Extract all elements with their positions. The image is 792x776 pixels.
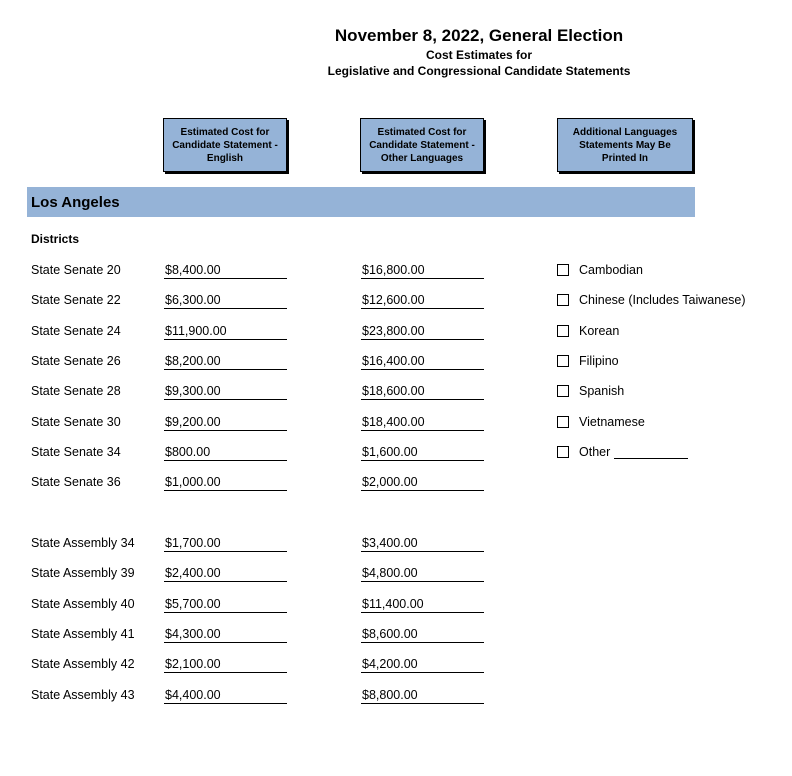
- table-row: [0, 324, 792, 344]
- language-label: Other: [579, 444, 611, 459]
- language-label: Filipino: [579, 353, 619, 368]
- other-languages-cost: $1,600.00: [361, 445, 484, 461]
- english-cost: $2,400.00: [164, 566, 287, 582]
- language-label: Vietnamese: [579, 414, 645, 429]
- language-label: Spanish: [579, 384, 625, 399]
- english-cost: $11,900.00: [164, 324, 287, 340]
- checkbox[interactable]: [557, 264, 569, 276]
- district-name: State Assembly 40: [31, 596, 135, 611]
- other-language-blank[interactable]: [614, 445, 688, 459]
- english-cost: $1,700.00: [164, 536, 287, 552]
- column-header-english: Estimated Cost for Candidate Statement - English: [163, 118, 287, 172]
- district-name: State Senate 34: [31, 444, 121, 459]
- table-row: [0, 415, 792, 435]
- district-name: State Senate 36: [31, 475, 121, 490]
- page-title: November 8, 2022, General Election: [334, 26, 624, 45]
- district-name: State Senate 26: [31, 353, 121, 368]
- district-name: State Assembly 43: [31, 687, 135, 702]
- checkbox[interactable]: [557, 325, 569, 337]
- language-label: Cambodian: [579, 263, 643, 277]
- other-languages-cost: $23,800.00: [361, 324, 484, 340]
- other-languages-cost: $18,600.00: [361, 384, 484, 400]
- district-name: State Assembly 42: [31, 657, 135, 672]
- table-row: [0, 354, 792, 374]
- english-cost: $2,100.00: [164, 657, 287, 673]
- page-subtitle: Cost Estimates for: [425, 48, 533, 62]
- checkbox[interactable]: [557, 294, 569, 306]
- county-name: Los Angeles: [31, 194, 120, 211]
- english-cost: $1,000.00: [164, 475, 287, 491]
- other-languages-cost: $16,800.00: [361, 263, 484, 279]
- english-cost: $9,300.00: [164, 384, 287, 400]
- english-cost: $4,400.00: [164, 688, 287, 704]
- district-name: State Assembly 39: [31, 566, 135, 581]
- other-languages-cost: $11,400.00: [361, 597, 484, 613]
- column-header-other-languages: Estimated Cost for Candidate Statement - Other Languages: [360, 118, 484, 172]
- page-subtitle-2: Legislative and Congressional Candidate Statements: [327, 64, 631, 78]
- table-row: [0, 657, 792, 677]
- district-name: State Senate 28: [31, 384, 121, 399]
- district-name: State Senate 24: [31, 323, 121, 338]
- other-languages-cost: $8,800.00: [361, 688, 484, 704]
- district-name: State Assembly 34: [31, 536, 135, 550]
- english-cost: $8,200.00: [164, 354, 287, 370]
- table-row: [0, 566, 792, 586]
- english-cost: $5,700.00: [164, 597, 287, 613]
- other-languages-cost: $18,400.00: [361, 415, 484, 431]
- county-header: [27, 187, 695, 217]
- district-name: State Assembly 41: [31, 626, 135, 641]
- english-cost: $8,400.00: [164, 263, 287, 279]
- other-languages-cost: $8,600.00: [361, 627, 484, 643]
- english-cost: $800.00: [164, 445, 287, 461]
- language-label: Chinese (Includes Taiwanese): [579, 293, 746, 308]
- other-languages-cost: $2,000.00: [361, 475, 484, 491]
- table-row: [0, 536, 792, 556]
- district-name: State Senate 20: [31, 263, 121, 277]
- other-languages-cost: $3,400.00: [361, 536, 484, 552]
- table-row: [0, 597, 792, 617]
- other-languages-cost: $16,400.00: [361, 354, 484, 370]
- checkbox[interactable]: [557, 385, 569, 397]
- district-name: State Senate 22: [31, 293, 121, 308]
- table-row: [0, 688, 792, 708]
- table-row: [0, 263, 792, 283]
- districts-label: Districts: [31, 232, 80, 246]
- language-label: Korean: [579, 323, 620, 338]
- district-name: State Senate 30: [31, 414, 121, 429]
- other-languages-cost: $12,600.00: [361, 293, 484, 309]
- english-cost: $4,300.00: [164, 627, 287, 643]
- english-cost: $9,200.00: [164, 415, 287, 431]
- english-cost: $6,300.00: [164, 293, 287, 309]
- table-row: [0, 475, 792, 495]
- checkbox[interactable]: [557, 416, 569, 428]
- table-row: [0, 384, 792, 404]
- column-header-additional-languages: Additional Languages Statements May Be Printed In: [557, 118, 693, 172]
- checkbox[interactable]: [557, 446, 569, 458]
- other-languages-cost: $4,800.00: [361, 566, 484, 582]
- other-languages-cost: $4,200.00: [361, 657, 484, 673]
- table-row: [0, 627, 792, 647]
- checkbox[interactable]: [557, 355, 569, 367]
